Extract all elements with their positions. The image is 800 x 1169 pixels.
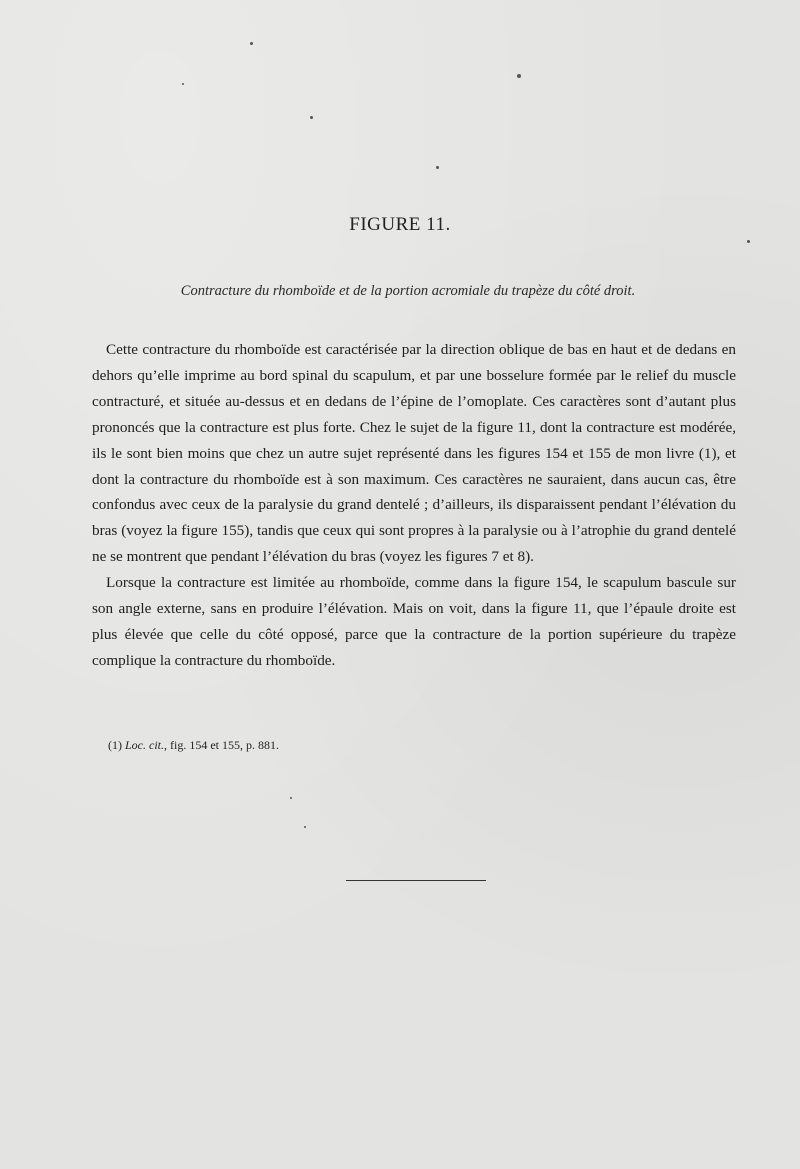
footnote-marker: (1) xyxy=(108,738,122,752)
scan-speck xyxy=(290,797,292,799)
footnote-reference: , fig. 154 et 155, p. 881. xyxy=(164,738,279,752)
figure-title: FIGURE 11. xyxy=(349,214,451,235)
body-text xyxy=(92,337,736,674)
scan-speck xyxy=(436,166,439,169)
paragraph: Cette contracture du rhomboïde est caractérisée par la direction oblique de bas en haut et de dedans en dehors qu’elle imprime au bord spinal du scapulum, et par une bosselure formée par le relief du muscle contracturé, et située au-dessus et en dedans de l’épine de l’omoplate. Ces caractères sont d’autant plus prononcés que la contracture est plus forte. Chez le sujet de la figure 11, dont la contracture est modérée, ils le sont bien moins que chez un autre sujet représenté dans les figures 154 et 155 de mon livre (1), et dont la contracture du rhomboïde est à son maximum. Ces caractères ne sauraient, dans aucun cas, être confondus avec ceux de la paralysie du grand dentelé ; d’ailleurs, ils disparaissent pendant l’élévation du bras (voyez la figure 155), tandis que ceux qui sont propres à la paralysie ou à l’atrophie du grand dentelé ne se montrent que pendant l’élévation du bras (voyez les figures 7 et 8). xyxy=(92,341,736,566)
footnote xyxy=(108,738,279,753)
paragraph: Lorsque la contracture est limitée au rhomboïde, comme dans la figure 154, le scapulum bascule sur son angle externe, sans en produire l’élévation. Mais on voit, dans la figure 11, que l’épaule droite est plus élevée que celle du côté opposé, parce que la contracture de la portion supérieure du trapèze complique la contracture du rhomboïde. xyxy=(92,574,736,669)
scan-speck xyxy=(182,83,184,85)
figure-subtitle: Contracture du rhomboïde et de la portion acromiale du trapèze du côté droit. xyxy=(180,283,636,299)
scan-speck xyxy=(517,74,521,78)
scan-speck xyxy=(747,240,750,243)
scan-speck xyxy=(310,116,313,119)
scan-speck xyxy=(250,42,253,45)
footnote-source: Loc. cit. xyxy=(125,738,164,752)
scan-speck xyxy=(304,826,306,828)
section-divider xyxy=(346,880,486,881)
